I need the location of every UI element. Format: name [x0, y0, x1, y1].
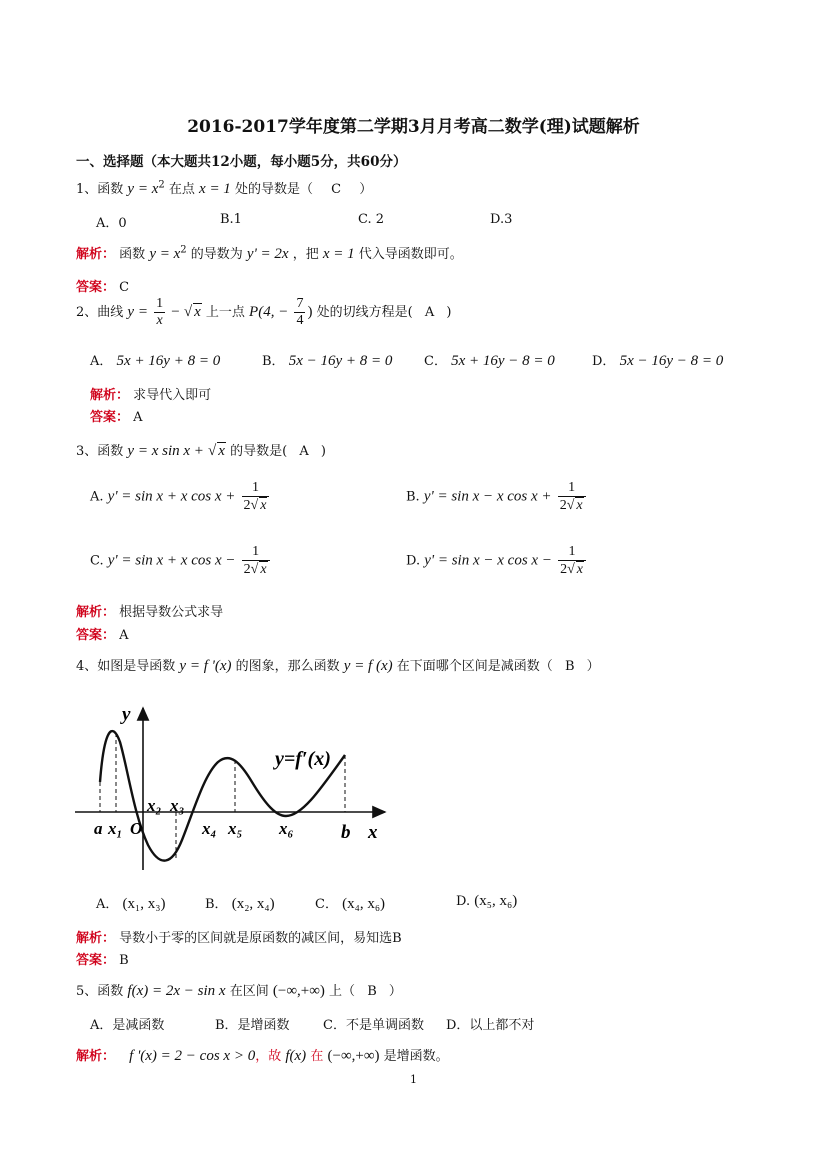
derivative-graph	[70, 700, 400, 880]
q5-analysis-expr: f '(x) = 2 − cos x > 0	[129, 1048, 256, 1064]
q2-answer: 答案： A	[90, 410, 143, 425]
q2-analysis: 解析： 求导代入即可	[90, 388, 212, 403]
q3-option-d: D. y' = sin x − x cos x − $\frac{1}{2√ x}$	[406, 544, 588, 578]
label-a: a	[94, 819, 103, 838]
q5-option-b: B．是增函数	[215, 1018, 290, 1033]
question-4: 4、如图是导函数 y = f '(x) 的图象，那么函数 y = f (x) 在下面哪个区间是减函数（ B ）	[76, 658, 600, 674]
q4-option-b: B． (x₂, x₄)	[205, 896, 275, 912]
page-number: 1	[410, 1073, 417, 1086]
q2-frac-1-over-x: $\frac{1}{x}$	[156, 296, 164, 328]
q1-analysis-text-d: 代入导函数即可。	[358, 247, 463, 262]
q1-prefix: 1、函数	[76, 182, 124, 197]
q2-option-b: B． 5x − 16y + 8 = 0	[262, 353, 393, 369]
q2-prefix: 2、曲线	[76, 305, 124, 320]
q1-analysis-point: x = 1	[322, 246, 355, 262]
q3-answer: 答案： A	[76, 628, 129, 643]
q1-analysis-func: y = x	[149, 246, 181, 262]
q5-option-c: C．不是单调函数	[323, 1018, 424, 1033]
question-1: 1、函数 $y = x^2$ 在点 x = 1 处的导数是（ C ）	[76, 179, 373, 197]
q1-analysis-deriv: y' = 2x	[246, 246, 289, 262]
q1-func: y = x	[127, 181, 159, 197]
q3-option-b: B. y' = sin x − x cos x + $\frac{1}{2√ x}$	[406, 480, 588, 514]
q4-deriv: y = f '(x)	[179, 658, 232, 674]
q3-func: y = x sin x +	[127, 443, 204, 459]
q3-option-c: C. y' = sin x + x cos x − $\frac{1}{2√ x}$	[90, 544, 272, 578]
q2-point-frac: $\frac{7}{4}$	[296, 296, 304, 328]
q4-func: y = f (x)	[343, 658, 393, 674]
q4-choice: B	[564, 659, 575, 674]
label-b: b	[341, 822, 351, 843]
q4-answer: 答案： B	[76, 953, 129, 968]
q2-suffix: 上一点	[205, 305, 245, 320]
q4-option-a: A． (x₁, x₃)	[96, 896, 166, 912]
question-5: 5、函数 f(x) = 2x − sin x 在区间 (−∞,+∞) 上（ B ）	[76, 983, 402, 999]
q5-analysis: 解析： f '(x) = 2 − cos x > 0，故 f(x) 在 (−∞,+∞) 是增函数。	[76, 1048, 449, 1064]
label-o: O	[130, 819, 143, 838]
q1-close: ）	[359, 182, 373, 197]
question-3: 3、函数 y = x sin x + √ x 的导数是( A )	[76, 443, 326, 459]
q1-option-b: B.1	[220, 212, 242, 227]
q2-point: P(4, −	[249, 304, 289, 320]
q5-choice: B	[367, 984, 377, 999]
label-x2: x₂	[147, 796, 162, 815]
page-title: 2016-2017学年度第二学期3月月考高二数学(理)试题解析	[187, 117, 640, 137]
q3-option-a: A. y' = sin x + x cos x + $\frac{1}{2√ x}$	[90, 480, 271, 514]
q1-choice: C	[331, 182, 342, 197]
q5-option-a: A．是减函数	[90, 1018, 165, 1033]
graph-x-label: x	[368, 822, 378, 843]
label-x1: x₁	[108, 819, 123, 838]
q1-analysis-text-c: ，把	[292, 247, 319, 262]
q1-analysis: 解析： 函数 $y = x^2$ 的导数为 y' = 2x ，把 x = 1 代入导函数即可。	[76, 244, 463, 262]
analysis-label: 解析：	[76, 247, 116, 262]
q1-option-d: D.3	[490, 212, 513, 227]
label-x3: x₃	[170, 796, 185, 815]
q2-close: )	[446, 305, 452, 320]
q4-analysis: 解析： 导数小于零的区间就是原函数的减区间，易知选B	[76, 931, 402, 946]
q1-suffix: 处的导数是（	[234, 182, 313, 197]
q3-choice: A	[299, 444, 309, 459]
label-x5: x₅	[228, 819, 243, 838]
q1-point: x = 1	[199, 181, 231, 197]
q5-func: f(x) = 2x − sin x	[127, 983, 226, 999]
q2-choice: A	[424, 305, 435, 320]
q5-interval: (−∞,+∞)	[272, 983, 325, 999]
q4-option-c: C． (x₄, x₆)	[315, 896, 386, 912]
q2-tail: 处的切线方程是(	[316, 305, 413, 320]
graph-curve-label: y=f′(x)	[275, 748, 331, 770]
q1-analysis-text-b: 的导数为	[190, 247, 243, 262]
q1-analysis-text-a: 函数	[119, 247, 146, 262]
q1-option-a: A．0	[96, 216, 127, 231]
q1-option-c: C. 2	[358, 212, 385, 227]
question-2: 2、曲线 y = $\frac{1}{x}$ − √ x 上一点 P(4, − $\frac{7}{4}$ ) 处的切线方程是( A )	[76, 296, 452, 328]
answer-label: 答案：	[76, 280, 116, 295]
label-x4: x₄	[202, 819, 217, 838]
q1-mid: 在点	[168, 182, 195, 197]
q2-option-c: C． 5x + 16y − 8 = 0	[424, 353, 555, 369]
q1-answer-value: C	[119, 280, 130, 295]
q5-option-d: D．以上都不对	[446, 1018, 535, 1033]
graph-y-label: y	[122, 704, 131, 725]
q3-analysis: 解析： 根据导数公式求导	[76, 605, 224, 620]
q4-option-d: D. (x₅, x₆)	[456, 893, 518, 909]
q2-option-a: A． 5x + 16y + 8 = 0	[90, 353, 221, 369]
q2-option-d: D． 5x − 16y − 8 = 0	[592, 353, 724, 369]
section-heading: 一、选择题（本大题共12小题，每小题5分，共60分）	[76, 154, 407, 170]
label-x6: x₆	[279, 819, 294, 838]
q1-answer	[76, 276, 129, 295]
